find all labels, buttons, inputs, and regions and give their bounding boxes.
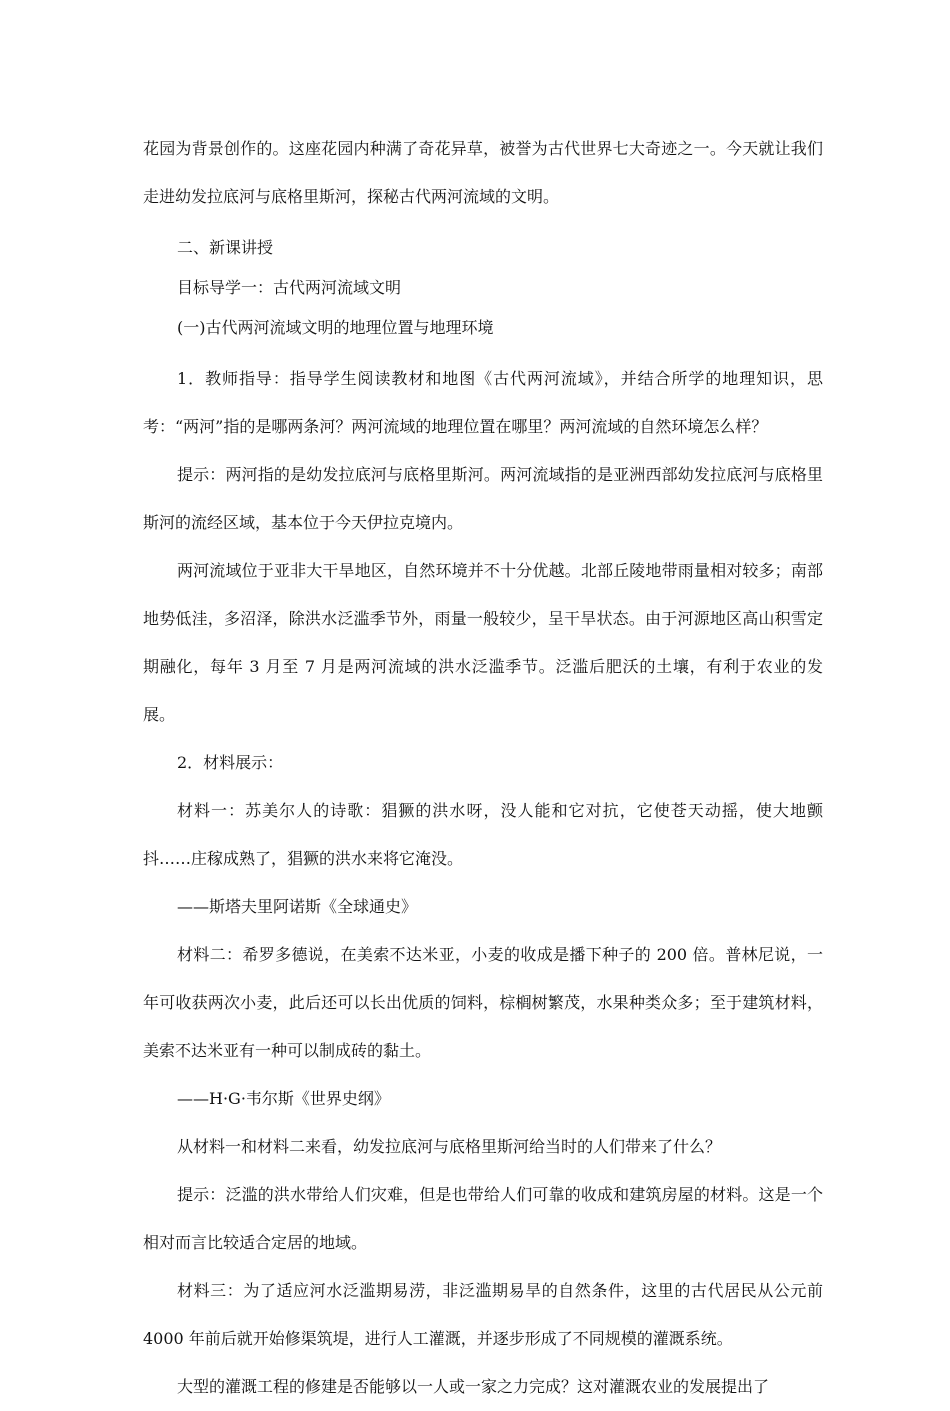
intro-continuation: 花园为背景创作的。这座花园内种满了奇花异草，被誉为古代世界七大奇迹之一。今天就让我们走进幼发拉底河与底格里斯河，探秘古代两河流域的文明。 (143, 139, 823, 206)
document-body (143, 125, 823, 1411)
answer-hint: 提示：泛滥的洪水带给人们灾难，但是也带给人们可靠的收成和建筑房屋的材料。这是一个相对而言比较适合定居的地域。 (143, 1185, 823, 1252)
section-heading: 二、新课讲授 (177, 238, 274, 257)
teacher-guidance: 1．教师指导：指导学生阅读教材和地图《古代两河流域》，并结合所学的地理知识，思考：“两河”指的是哪两条河？两河流域的地理位置在哪里？两河流域的自然环境怎么样？ (143, 369, 823, 436)
hint-paragraph: 提示：两河指的是幼发拉底河与底格里斯河。两河流域指的是亚洲西部幼发拉底河与底格里斯河的流经区域，基本位于今天伊拉克境内。 (143, 465, 823, 532)
material-two-source: ——H·G·韦尔斯《世界史纲》 (177, 1089, 390, 1108)
material-heading: 2．材料展示： (177, 753, 284, 772)
environment-paragraph: 两河流域位于亚非大干旱地区，自然环境并不十分优越。北部丘陵地带雨量相对较多；南部地势低洼，多沼泽，除洪水泛滥季节外，雨量一般较少，呈干旱状态。由于河源地区高山积雪定期融化，每年 3 月至 7 月是两河流域的洪水泛滥季节。泛滥后肥沃的土壤，有利于农业的发展。 (143, 561, 823, 724)
subsection-heading: (一)古代两河流域文明的地理位置与地理环境 (177, 318, 494, 337)
material-one: 材料一：苏美尔人的诗歌：猖獗的洪水呀，没人能和它对抗，它使苍天动摇，使大地颤抖……庄稼成熟了，猖獗的洪水来将它淹没。 (143, 801, 823, 868)
question-paragraph: 从材料一和材料二来看，幼发拉底河与底格里斯河给当时的人们带来了什么？ (177, 1137, 722, 1156)
material-two: 材料二：希罗多德说，在美索不达米亚，小麦的收成是播下种子的 200 倍。普林尼说，一年可收获两次小麦，此后还可以长出优质的饲料，棕榈树繁茂，水果种类众多；至于建筑材料，美索不达米亚有一种可以制成砖的黏土。 (143, 945, 823, 1060)
irrigation-question: 大型的灌溉工程的修建是否能够以一人或一家之力完成？这对灌溉农业的发展提出了 (177, 1377, 770, 1396)
material-one-source: ——斯塔夫里阿诺斯《全球通史》 (177, 897, 418, 916)
material-three: 材料三：为了适应河水泛滥期易涝，非泛滥期易旱的自然条件，这里的古代居民从公元前 4000 年前后就开始修渠筑堤，进行人工灌溉，并逐步形成了不同规模的灌溉系统。 (143, 1281, 823, 1348)
goal-heading: 目标导学一：古代两河流域文明 (177, 278, 402, 297)
